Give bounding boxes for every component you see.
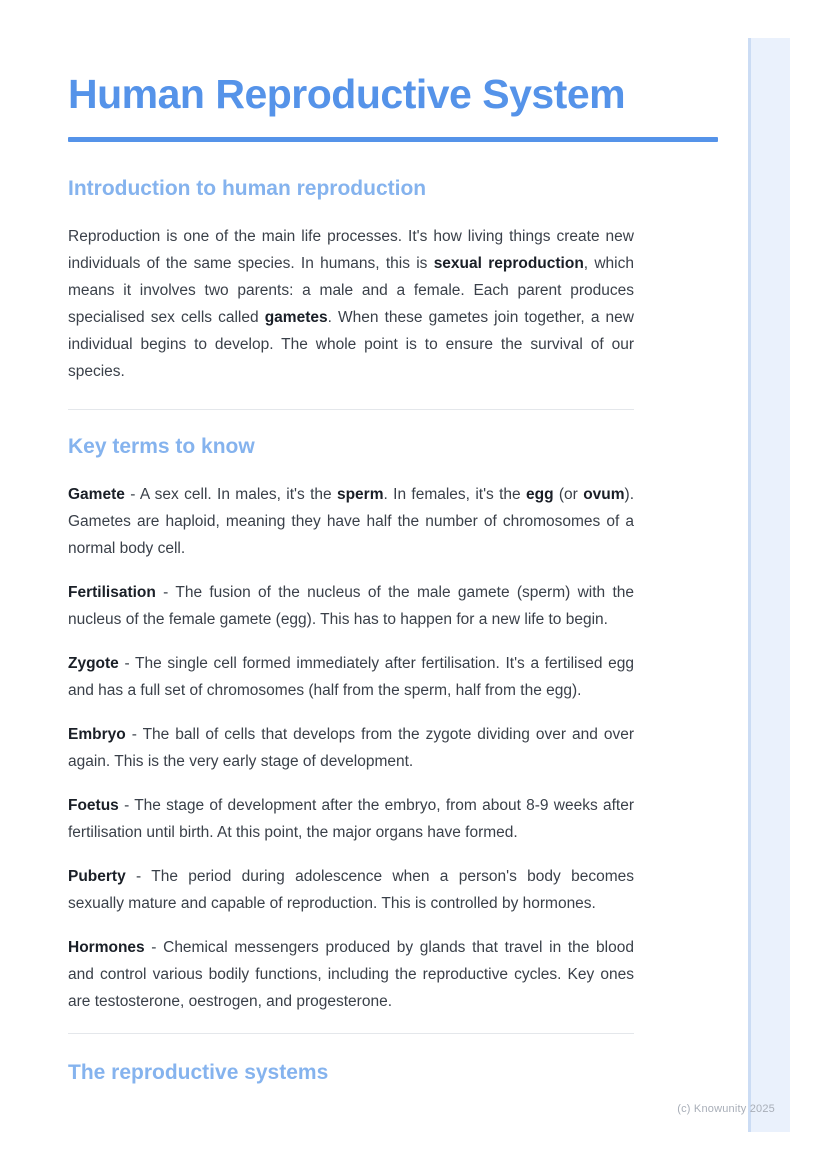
section-divider: [68, 1033, 634, 1034]
title-underline: [68, 137, 718, 142]
page-title: Human Reproductive System: [68, 71, 626, 117]
definition-hormones: Hormones - Chemical messengers produced by glands that travel in the blood and control various bodily functions, including the reproductive cycles. Key ones are testosterone, oestrogen, and progesterone.: [68, 939, 634, 1010]
section-introduction: [68, 176, 718, 385]
section-heading-reproductive-systems: The reproductive systems: [68, 1061, 329, 1084]
definition-embryo: Embryo - The ball of cells that develops from the zygote dividing over and over again. This is the very early stage of development.: [68, 726, 634, 770]
definition-gamete: Gamete - A sex cell. In males, it's the sperm. In females, it's the egg (or ovum). Gametes are haploid, meaning they have half the number of chromosomes of a normal body cell.: [68, 486, 634, 557]
page-content: [68, 0, 718, 1085]
definition-zygote: Zygote - The single cell formed immediately after fertilisation. It's a fertilised egg and has a full set of chromosomes (half from the sperm, half from the egg).: [68, 655, 634, 699]
definition-puberty: Puberty - The period during adolescence when a person's body becomes sexually mature and capable of reproduction. This is controlled by hormones.: [68, 868, 634, 912]
section-reproductive-systems: [68, 1060, 718, 1085]
definition-fertilisation: Fertilisation - The fusion of the nucleus of the male gamete (sperm) with the nucleus of the female gamete (egg). This has to happen for a new life to begin.: [68, 584, 634, 628]
footer-credit: (c) Knowunity 2025: [677, 1103, 775, 1115]
section-key-terms: [68, 434, 718, 1015]
section-heading-key-terms: Key terms to know: [68, 435, 255, 458]
section-heading-introduction: Introduction to human reproduction: [68, 177, 427, 200]
section-divider: [68, 409, 634, 410]
definition-foetus: Foetus - The stage of development after the embryo, from about 8-9 weeks after fertilisation until birth. At this point, the major organs have formed.: [68, 797, 634, 841]
page-edge-strip: [748, 38, 790, 1132]
intro-paragraph: Reproduction is one of the main life processes. It's how living things create new individuals of the same species. In humans, this is sexual reproduction, which means it involves two parents: a male and a female. Each parent produces specialised sex cells called gametes. When these gametes join together, a new individual begins to develop. The whole point is to ensure the survival of our species.: [68, 228, 634, 380]
